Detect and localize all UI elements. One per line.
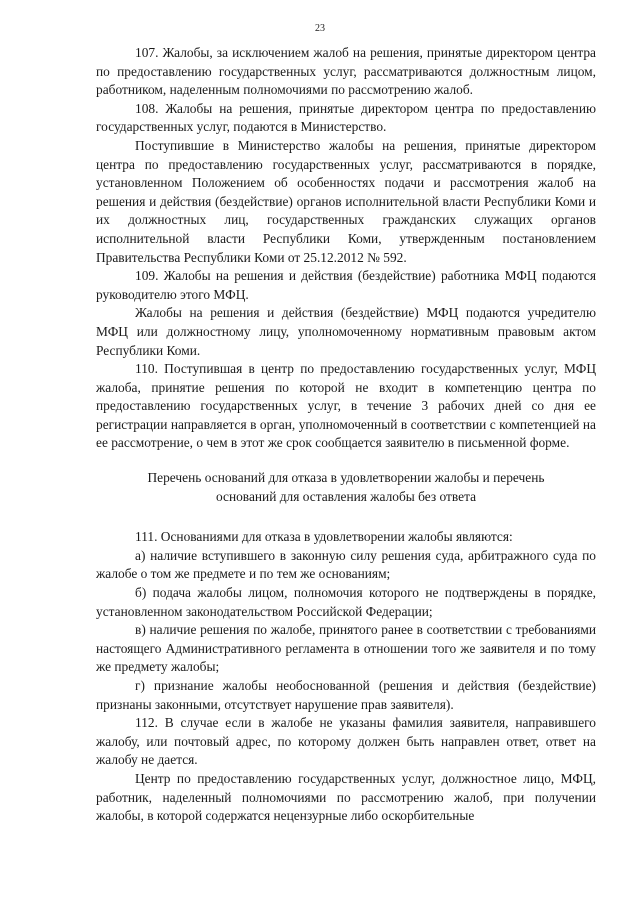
paragraph-107: 107. Жалобы, за исключением жалоб на решения, принятые директором центра по предоставлению государственных услуг, рассматриваются должностным лицом, работником, наделенным полномочиями по рассмотрению жалоб.: [96, 45, 596, 98]
paragraph-111: 111. Основаниями для отказа в удовлетворении жалобы являются:: [135, 529, 513, 545]
paragraph-111-item-g: г) признание жалобы необоснованной (решения и действия (бездействие) признаны законными, отсутствует нарушение прав заявителя).: [96, 678, 596, 712]
paragraph-109-continuation: Жалобы на решения и действия (бездействие) МФЦ подаются учредителю МФЦ или должностному лицу, уполномоченному нормативным правовым актом Республики Коми.: [96, 305, 596, 358]
paragraph-112: 112. В случае если в жалобе не указаны фамилия заявителя, направившего жалобу, или почтовый адрес, по которому должен быть направлен ответ, ответ на жалобу не дается.: [96, 715, 596, 768]
paragraph-111-item-v: в) наличие решения по жалобе, принятого ранее в соответствии с требованиями настоящего Административного регламента в отношении того же заявителя и по тому же предмету жалобы;: [96, 622, 596, 675]
page-number: 23: [315, 23, 325, 34]
paragraph-112-continuation: Центр по предоставлению государственных услуг, должностное лицо, МФЦ, работник, наделенный полномочиями по рассмотрению жалоб, при получении жалобы, в которой содержатся нецензурные либо оскорбительные: [96, 770, 596, 824]
paragraph-108: 108. Жалобы на решения, принятые директором центра по предоставлению государственных услуг, подаются в Министерство.: [96, 100, 596, 135]
section-heading: [96, 469, 596, 506]
section-heading-line-2: оснований для оставления жалобы без ответа: [215, 488, 477, 504]
document-body: [96, 44, 596, 826]
paragraph-109: 109. Жалобы на решения и действия (бездействие) работника МФЦ подаются руководителю этого МФЦ.: [96, 268, 596, 302]
paragraph-110: 110. Поступившая в центр по предоставлению государственных услуг, МФЦ жалоба, принятие решения по которой не входит в компетенцию центра по предоставлению государственных услуг, в течение 3 рабочих дней со дня ее регистрации направляется в орган, уполномоченный в соответствии с компетенцией на ее рассмотрение, о чем в этот же срок сообщается заявителю в письменной форме.: [96, 361, 596, 451]
paragraph-111-item-b: б) подача жалобы лицом, полномочия которого не подтверждены в порядке, установленном законодательством Российской Федерации;: [96, 585, 596, 619]
paragraph-108-continuation: Поступившие в Министерство жалобы на решения, принятые директором центра по предоставлению государственных услуг, рассматриваются в порядке, установленном Положением об особенностях подачи и рассмотрения жалоб на решения и действия (бездействие) органов исполнительной власти Республики Коми и их должностных лиц, государственных гражданских служащих органов исполнительной власти Республики Коми, утвержденным постановлением Правительства Республики Коми от 25.12.2012 № 592.: [96, 137, 596, 265]
section-heading-line-1: Перечень оснований для отказа в удовлетворении жалобы и перечень: [147, 470, 545, 486]
paragraph-111-item-a: а) наличие вступившего в законную силу решения суда, арбитражного суда по жалобе о том же предмете и по тем же основаниям;: [96, 547, 596, 582]
